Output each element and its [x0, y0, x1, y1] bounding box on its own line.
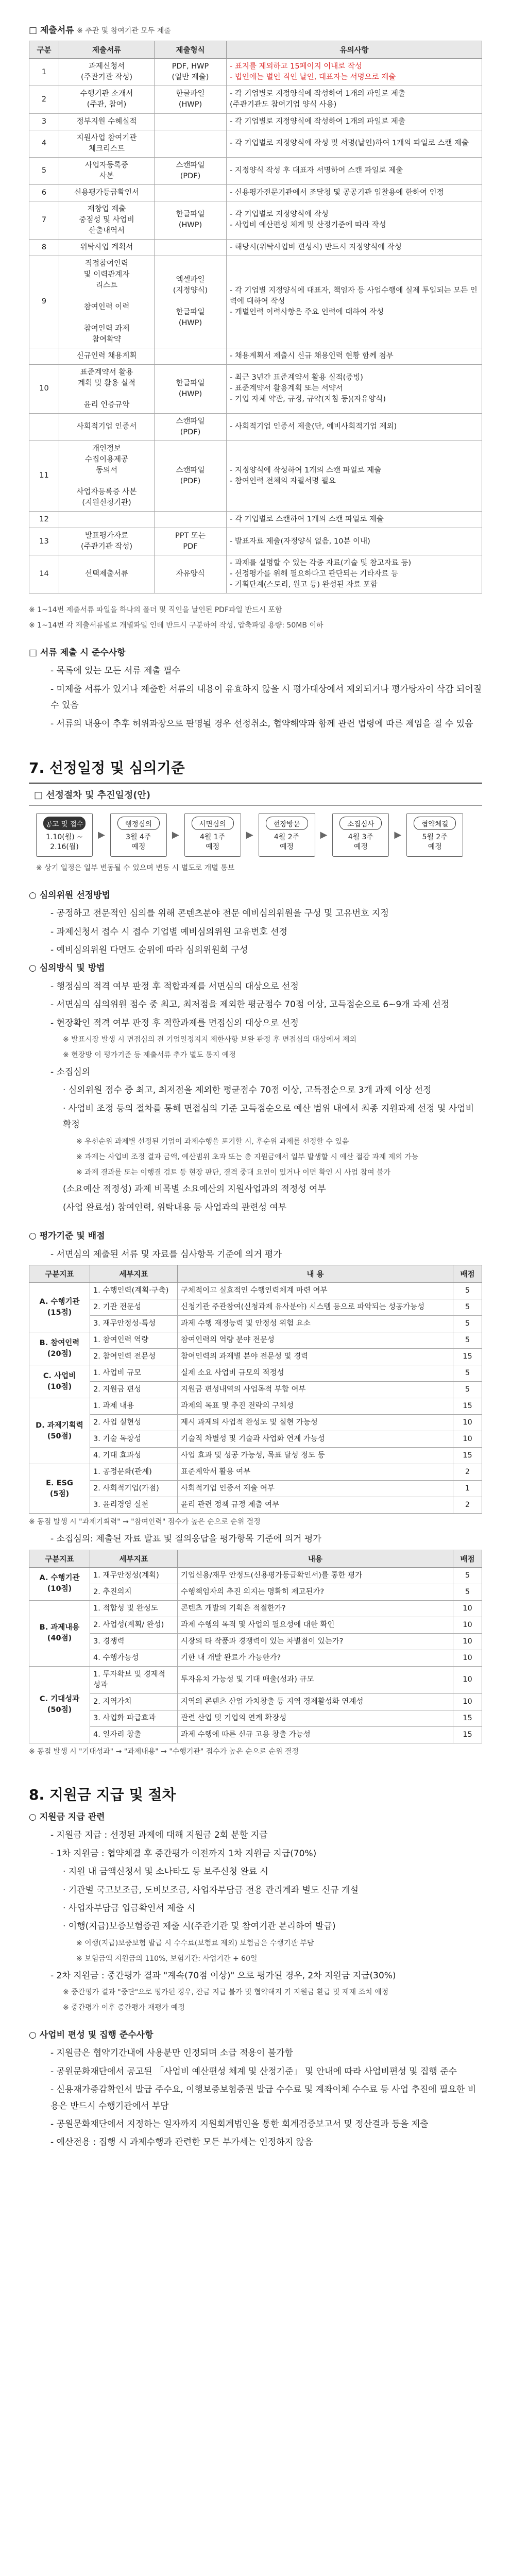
- table-row: [29, 130, 482, 157]
- submission-note: ※ 1~14번 각 제출서류별로 개별파일 인데 반드시 구분하여 작성, 압축파일 용량: 50MB 이하: [29, 621, 323, 630]
- table-row: [29, 1349, 482, 1365]
- table-row: [29, 86, 482, 113]
- cell-note: - 최근 3년간 표준계약서 활용 실적(증빙) - 표준계약서 활용계획 또는 서약서 - 기업 자체 약관, 규정, 규약(지침 등)(자유양식): [227, 364, 482, 413]
- onsite-intro: - 소집심의: 제출된 자료 발표 및 질의응답을 평가항목 기준에 의거 평가: [50, 1534, 321, 1545]
- cell-desc: 시장의 타 작품과 경쟁력이 있는 차별점이 있는가?: [178, 1633, 453, 1650]
- cell-desc: 과제 수행 재정능력 및 안정성 위험 요소: [178, 1316, 453, 1332]
- cell-desc: 과제 수행에 따른 신규 고용 창출 가능성: [178, 1726, 453, 1743]
- table-row: [29, 1710, 482, 1726]
- cell-doc: 사업자등록증 사본: [59, 157, 155, 184]
- cell-no: 3: [29, 113, 59, 130]
- schedule-banner: □ 선정절차 및 추진일정(안): [29, 783, 482, 806]
- cell-pt: 5: [453, 1283, 482, 1299]
- cell-desc: 표준계약서 활용 여부: [178, 1464, 453, 1481]
- cell-no: 9: [29, 256, 59, 348]
- cell-doc: 표준계약서 활용 계획 및 활용 실적 윤리 인증규약: [59, 364, 155, 413]
- cell-doc: [59, 511, 155, 528]
- table-row: [29, 1726, 482, 1743]
- cell-pt: 15: [453, 1726, 482, 1743]
- table-row: [29, 1600, 482, 1617]
- method-item: - 소집심의: [50, 1067, 91, 1077]
- arrow-right-icon: ▶: [172, 829, 179, 840]
- exec-item: - 공원문화재단에서 공고된 「사업비 예산편성 체계 및 산정기준」 및 안내에 따라 사업비편성 및 집행 준수: [50, 2066, 457, 2077]
- pay-item: · 기관별 국고보조금, 도비보조금, 사업자부담금 전용 관리계좌 별도 신규 개설: [63, 1885, 359, 1895]
- cell-note: - 각 기업별로 지정양식에 작성 - 사업비 예산편성 체계 및 산정기준에 따라 작성: [227, 201, 482, 239]
- method-title: ○ 심의방식 및 방법: [29, 963, 105, 974]
- col-header: 제출형식: [155, 41, 227, 59]
- flow-step: 서면심의 4월 1주 예정: [184, 813, 241, 857]
- group-label: B. 참여인력 (20점): [29, 1332, 90, 1365]
- cell-desc: 사회적기업 인증서 제출 여부: [178, 1481, 453, 1497]
- precaution-item: - 미제출 서류가 있거나 제출한 서류의 내용이 유효하지 않을 시 평가대상에서 제외되거나 평가탕자이 삭감 되어질 수 있음: [50, 684, 482, 711]
- cell-sub: 3. 윤리경영 실천: [90, 1497, 178, 1514]
- cell-desc: 참여인력의 역량 분야 전문성: [178, 1332, 453, 1349]
- cell-no: 10: [29, 364, 59, 413]
- cell-pt: 10: [453, 1666, 482, 1693]
- cell-sub: 3. 사업화 파급효과: [90, 1710, 178, 1726]
- method-note: ※ 우선순위 과제별 선정된 기업이 과제수행을 포기할 시, 후순위 과제를 선정할 수 있음: [76, 1137, 349, 1146]
- cell-fmt: 스캔파일 (PDF): [155, 157, 227, 184]
- cell-desc: 과제의 목표 및 추진 전략의 구체성: [178, 1398, 453, 1415]
- cell-desc: 사업 효과 및 성공 가능성, 목표 달성 정도 등: [178, 1448, 453, 1464]
- method-item: · 심의위원 점수 중 최고, 최저점을 제외한 평균점수 70점 이상, 고득점순으로 3개 과제 이상 선정: [63, 1085, 432, 1096]
- written-criteria-table: [29, 1265, 482, 1514]
- cell-pt: 1: [453, 1481, 482, 1497]
- cell-sub: 4. 기대 효과성: [90, 1448, 178, 1464]
- committee-item: - 공정하고 전문적인 심의를 위해 콘텐츠분야 전문 예비심의위원을 구성 및 고유번호 지정: [50, 908, 389, 919]
- cell-fmt: PPT 또는 PDF: [155, 528, 227, 555]
- arrow-right-icon: ▶: [394, 829, 402, 840]
- table-row: [29, 113, 482, 130]
- method-item: · 사업비 조정 등의 절차를 통해 면접심의 기준 고득점순으로 예산 범위 내에서 최종 지원과제 선정 및 사업비 확정: [63, 1103, 474, 1130]
- group-label: D. 과제기획력 (50점): [29, 1398, 90, 1464]
- cell-note: - 각 기업별로 지정양식에 작성하여 1개의 파일로 제출 (주관기관도 참여기업 양식 사용): [227, 86, 482, 113]
- cell-note: - 지정양식 작성 후 대표자 서명하여 스캔 파일로 제출: [227, 157, 482, 184]
- cell-sub: 3. 기술 독창성: [90, 1431, 178, 1448]
- cell-pt: 5: [453, 1332, 482, 1349]
- cell-desc: 수행책임자의 추진 의지는 명확히 제고된가?: [178, 1584, 453, 1600]
- precautions-title: □ 서류 제출 시 준수사항: [29, 647, 126, 658]
- cell-note: - 과제를 설명할 수 있는 각종 자료(기술 및 참고자료 등) - 선정평가를 위해 필요하다고 판단되는 기타자료 등 - 기획단계(스토리, 원고 등) 완성된 자료 포함: [227, 555, 482, 594]
- arrow-right-icon: ▶: [246, 829, 253, 840]
- committee-item: - 과제신청서 접수 시 접수 기업별 예비심의위원 고유번호 선정: [50, 926, 287, 937]
- cell-desc: 참여인력의 과제별 분야 전문성 및 경력: [178, 1349, 453, 1365]
- cell-pt: 5: [453, 1299, 482, 1316]
- method-note: ※ 과제 결과를 또는 이행결 검토 등 현장 판단, 결격 중대 요인이 있거나 이면 확인 시 사업 참여 불가: [76, 1168, 391, 1177]
- cell-no: 1: [29, 59, 59, 86]
- cell-doc: 과제신청서 (주관기관 작성): [59, 59, 155, 86]
- cell-fmt: 엑셀파일 (지정양식) 한글파일 (HWP): [155, 256, 227, 348]
- cell-pt: 10: [453, 1617, 482, 1633]
- precaution-item: - 목록에 있는 모든 서류 제출 필수: [50, 666, 181, 676]
- criteria-note: ※ 동점 발생 시 "과제기획력" → "참여인력" 점수가 높은 순으로 순위 결정: [29, 1518, 261, 1527]
- cell-desc: 기한 내 개발 완료가 가능한가?: [178, 1650, 453, 1666]
- cell-fmt: [155, 130, 227, 157]
- table-row: [29, 1497, 482, 1514]
- cell-no: [29, 348, 59, 364]
- table-row: [29, 1693, 482, 1710]
- table-row: [29, 413, 482, 440]
- submission-title-note: ※ 추관 및 참여기관 모두 제출: [77, 27, 171, 35]
- method-item: - 행정심의 적격 여부 판정 후 적합과제를 서면심의 대상으로 선정: [50, 981, 299, 992]
- cell-fmt: 한글파일 (HWP): [155, 364, 227, 413]
- cell-pt: 5: [453, 1584, 482, 1600]
- cell-note: - 각 기업별로 지정양식에 작성하여 1개의 파일로 제출: [227, 113, 482, 130]
- cell-doc: 신용평가등급확인서: [59, 184, 155, 201]
- table-row: [29, 59, 482, 86]
- cell-doc: 정부지원 수혜실적: [59, 113, 155, 130]
- cell-sub: 2. 사업 실현성: [90, 1415, 178, 1431]
- col-header: 배점: [453, 1550, 482, 1567]
- pay-item: · 사업자부담금 입금확인서 제출 시: [63, 1903, 195, 1913]
- table-row: [29, 256, 482, 348]
- cell-desc: 윤리 관련 정책 규정 제출 여부: [178, 1497, 453, 1514]
- table-row: [29, 1382, 482, 1398]
- cell-note: - 해당시(위탁사업비 편성시) 반드시 지정양식에 작성: [227, 239, 482, 256]
- cell-sub: 1. 재무안정성(계획): [90, 1567, 178, 1584]
- table-row: [29, 1299, 482, 1316]
- table-row: [29, 1481, 482, 1497]
- pay-note: ※ 이행(지급)보증보험 발급 시 수수료(보험료 제외) 보험금은 수행기관 부담: [76, 1939, 314, 1947]
- cell-desc: 콘텐츠 개발의 기획은 적절한가?: [178, 1600, 453, 1617]
- group-label: E. ESG (5점): [29, 1464, 90, 1514]
- section7-title: 7. 선정일정 및 심의기준: [29, 759, 185, 777]
- written-criteria-body: [29, 1283, 482, 1514]
- cell-sub: 4. 수행가능성: [90, 1650, 178, 1666]
- arrow-right-icon: ▶: [320, 829, 328, 840]
- cell-fmt: [155, 184, 227, 201]
- cell-fmt: [155, 511, 227, 528]
- cell-pt: 2: [453, 1464, 482, 1481]
- method-note: ※ 발표시장 발생 시 면접심의 전 기업일정지지 제한사항 보완 판정 후 면접심의 대상에서 제외: [63, 1036, 356, 1044]
- group-label: A. 수행기관 (10점): [29, 1567, 90, 1600]
- cell-desc: 지원금 편성내역의 사업목적 부합 여부: [178, 1382, 453, 1398]
- submission-heading: [29, 23, 482, 39]
- cell-note: - 각 기업별 지정양식에 대표자, 책임자 등 사업수행에 실제 투입되는 모든 인력에 대하여 작성 - 개별인력 이력사항은 주요 인력에 대하여 작성: [227, 256, 482, 348]
- onsite-criteria-body: [29, 1567, 482, 1743]
- method-item: - 현장확인 적격 여부 판정 후 적합과제를 면접심의 대상으로 선정: [50, 1018, 299, 1028]
- cell-desc: 실제 소요 사업비 규모의 적정성: [178, 1365, 453, 1382]
- table-row: [29, 440, 482, 511]
- criteria-title: ○ 평가기준 및 배점: [29, 1231, 105, 1242]
- col-header: 구분지표: [29, 1265, 90, 1283]
- cell-doc: 선택제출서류: [59, 555, 155, 594]
- arrow-right-icon: ▶: [98, 829, 105, 840]
- cell-sub: 2. 기관 전문성: [90, 1299, 178, 1316]
- cell-note: - 각 기업별로 지정양식에 작성 및 서명(날인)하여 1개의 파일로 스캔 제출: [227, 130, 482, 157]
- table-row: [29, 1332, 482, 1349]
- cell-sub: 2. 지역가치: [90, 1693, 178, 1710]
- col-header: 세부지표: [90, 1265, 178, 1283]
- onsite-criteria-table: [29, 1550, 482, 1743]
- cell-note: - 각 기업별로 스캔하여 1개의 스캔 파일로 제출: [227, 511, 482, 528]
- pay-note: ※ 보험금액 지원금의 110%, 보험기간: 사업기간 + 60일: [76, 1954, 258, 1963]
- submission-table-body: [29, 59, 482, 594]
- cell-pt: 10: [453, 1431, 482, 1448]
- cell-desc: 투자유치 가능성 및 기대 매출(성과) 규모: [178, 1666, 453, 1693]
- exec-item: - 지원금은 협약기간내에 사용분만 인정되며 소급 적용이 불가함: [50, 2048, 293, 2059]
- cell-doc: 재창업 제출 중점성 및 사업비 산출내역서: [59, 201, 155, 239]
- cell-desc: 기업신용/재무 안정도(신용평가등급확인서)를 통한 평가: [178, 1567, 453, 1584]
- table-row: [29, 1365, 482, 1382]
- col-header: 내용: [178, 1550, 453, 1567]
- cell-no: 13: [29, 528, 59, 555]
- cell-sub: 2. 추진의지: [90, 1584, 178, 1600]
- cell-desc: 지역의 콘텐츠 산업 가치창출 등 지역 경제활성화 연계성: [178, 1693, 453, 1710]
- cell-sub: 1. 적합성 및 완성도: [90, 1600, 178, 1617]
- table-row: [29, 201, 482, 239]
- criteria-note: ※ 동점 발생 시 "기대성과" → "과제내용" → "수행기관" 점수가 높은 순으로 순위 결정: [29, 1747, 299, 1756]
- exec-title: ○ 사업비 편성 및 집행 준수사항: [29, 2029, 154, 2040]
- cell-fmt: 한글파일 (HWP): [155, 86, 227, 113]
- table-row: [29, 1283, 482, 1299]
- cell-sub: 2. 사업성(계획/ 완성): [90, 1617, 178, 1633]
- cell-pt: 15: [453, 1398, 482, 1415]
- flow-step: 현장방문 4월 2주 예정: [259, 813, 315, 857]
- pay-item: - 지원금 지급 : 선정된 과제에 대해 지원금 2회 분할 지급: [50, 1830, 268, 1841]
- cell-desc: 관련 산업 및 기업의 연계 확장성: [178, 1710, 453, 1726]
- flow-step: 공고 및 접수 1.10(월) ~ 2.16(월): [36, 813, 93, 857]
- cell-note: - 사회적기업 인증서 제출(단, 예비사회적기업 제외): [227, 413, 482, 440]
- group-label: C. 기대성과 (50점): [29, 1666, 90, 1743]
- cell-sub: 4. 일자리 창출: [90, 1726, 178, 1743]
- col-header: 배점: [453, 1265, 482, 1283]
- cell-no: 4: [29, 130, 59, 157]
- cell-doc: 수행기관 소개서 (주관, 참여): [59, 86, 155, 113]
- cell-sub: 3. 경쟁력: [90, 1633, 178, 1650]
- col-header: 구분지표: [29, 1550, 90, 1567]
- precaution-item: - 서류의 내용이 추후 허위과장으로 판명될 경우 선정취소, 협약해약과 함께 관련 법령에 따른 제임을 질 수 있음: [50, 718, 473, 729]
- cell-doc: 신규인력 채용계획: [59, 348, 155, 364]
- flow-step: 협약체결 5월 2주 예정: [406, 813, 463, 857]
- flow-note: ※ 상기 일정은 일부 변동될 수 있으며 변동 시 별도로 개별 통보: [36, 863, 235, 872]
- criteria-intro: - 서면심의 제출된 서류 및 자료를 심사항목 기준에 의거 평가: [50, 1249, 282, 1260]
- cell-sub: 2. 참여인력 전문성: [90, 1349, 178, 1365]
- cell-note: - 발표자료 제출(자정양식 없음, 10분 이내): [227, 528, 482, 555]
- cell-pt: 10: [453, 1650, 482, 1666]
- cell-desc: 제시 과제의 사업적 완성도 및 실현 가능성: [178, 1415, 453, 1431]
- cell-doc: 위탁사업 계획서: [59, 239, 155, 256]
- cell-fmt: 한글파일 (HWP): [155, 201, 227, 239]
- table-row: [29, 1666, 482, 1693]
- table-row: [29, 348, 482, 364]
- col-header: 내 용: [178, 1265, 453, 1283]
- col-header: 유의사항: [227, 41, 482, 59]
- cell-sub: 1. 공정문화(관계): [90, 1464, 178, 1481]
- group-label: B. 과제내용 (40점): [29, 1600, 90, 1666]
- cell-doc: 사회적기업 인증서: [59, 413, 155, 440]
- cell-no: 11: [29, 440, 59, 511]
- table-row: [29, 1415, 482, 1431]
- cell-pt: 15: [453, 1710, 482, 1726]
- cell-pt: 5: [453, 1382, 482, 1398]
- table-row: [29, 1431, 482, 1448]
- pay-item: · 이행(지급)보증보험증권 제출 시(주관기관 및 참여기관 분리하여 발급): [63, 1921, 336, 1932]
- cell-desc: 구체적이고 실효적인 수행인력체계 마련 여부: [178, 1283, 453, 1299]
- cell-pt: 10: [453, 1633, 482, 1650]
- pay-note: ※ 중간평가 이후 증간평가 재평가 예정: [63, 2003, 185, 2012]
- table-row: [29, 184, 482, 201]
- table-row: [29, 1633, 482, 1650]
- cell-sub: 2. 지원금 편성: [90, 1382, 178, 1398]
- submission-table: [29, 41, 482, 594]
- cell-pt: 5: [453, 1316, 482, 1332]
- cell-doc: 개인정보 수집이용제공 동의서 사업자등록증 사본 (지원신청기관): [59, 440, 155, 511]
- table-row: [29, 1650, 482, 1666]
- pay-item: - 1차 지원금 : 협약체결 후 증간평가 이전까지 1차 지원금 지급(70%): [50, 1848, 317, 1859]
- pay-note: ※ 중간평가 결과 "중단"으로 평가된 경우, 잔금 지급 불가 및 협약해지 기 지원금 환급 및 제재 조치 예정: [63, 1988, 389, 1997]
- group-label: C. 사업비 (10점): [29, 1365, 90, 1398]
- cell-fmt: 스캔파일 (PDF): [155, 440, 227, 511]
- schedule-flow: [36, 813, 482, 857]
- cell-fmt: [155, 348, 227, 364]
- method-note: ※ 과제는 사업비 조정 결과 금액, 예산범위 초과 또는 총 지원금에서 일부 발생할 시 예산 절감 과제 제외 가능: [76, 1153, 419, 1161]
- exec-item: - 예산전용 : 집행 시 과제수행과 관련한 모든 부가세는 인정하지 않음: [50, 2137, 313, 2148]
- method-note: ※ 현장방 이 평가기준 등 제출서류 추가 별도 통지 예정: [63, 1051, 236, 1060]
- pay-item: · 지원 내 금액신청서 및 소나타도 등 보주신청 완료 시: [63, 1867, 268, 1877]
- cell-pt: 10: [453, 1600, 482, 1617]
- table-row: [29, 1316, 482, 1332]
- cell-note: - 채용계획서 제출시 신규 채용인력 현황 함께 첨부: [227, 348, 482, 364]
- exec-item: - 신용재가증감확인서 발급 주수요, 이행보증보험증권 발급 수수료 및 계좌이체 수수료 등 사업 추진에 필요한 비용은 반드시 수행기관에서 부담: [50, 2084, 476, 2111]
- method-item: - 서면심의 심의위원 점수 중 최고, 최저점을 제외한 평균점수 70점 이상, 고득점순으로 6~9개 과제 선정: [50, 999, 450, 1010]
- cell-no: 7: [29, 201, 59, 239]
- table-row: [29, 239, 482, 256]
- cell-note: - 신용평가전문기관에서 조달청 및 공공기관 입찰용에 한하여 인정: [227, 184, 482, 201]
- cell-sub: 1. 수행인력(계획·구축): [90, 1283, 178, 1299]
- col-header: 구분: [29, 41, 59, 59]
- cell-pt: 5: [453, 1567, 482, 1584]
- cell-no: 5: [29, 157, 59, 184]
- table-row: [29, 1448, 482, 1464]
- cell-pt: 10: [453, 1693, 482, 1710]
- cell-fmt: 자유양식: [155, 555, 227, 594]
- table-row: [29, 1617, 482, 1633]
- committee-item: - 예비심의위원 다면도 순위에 따라 심의위원회 구성: [50, 945, 248, 956]
- cell-sub: 1. 투자확보 및 경제적 성과: [90, 1666, 178, 1693]
- cell-pt: 5: [453, 1365, 482, 1382]
- col-header: 제출서류: [59, 41, 155, 59]
- col-header: 세부지표: [90, 1550, 178, 1567]
- cell-desc: 신청기관 주관참여(신청과제 유사분야) 시스템 등으로 파악되는 성공가능성: [178, 1299, 453, 1316]
- table-row: [29, 1584, 482, 1600]
- cell-sub: 2. 사회적기업(가점): [90, 1481, 178, 1497]
- table-row: [29, 555, 482, 594]
- cell-pt: 15: [453, 1448, 482, 1464]
- pay-title: ○ 지원금 지급 관련: [29, 1811, 105, 1822]
- cell-no: [29, 413, 59, 440]
- cell-no: 2: [29, 86, 59, 113]
- cell-pt: 10: [453, 1415, 482, 1431]
- cell-no: 14: [29, 555, 59, 594]
- section8-title: 8. 지원금 지급 및 절차: [29, 1786, 176, 1803]
- cell-doc: 지원사업 참여기관 체크리스트: [59, 130, 155, 157]
- group-label: A. 수행기관 (15점): [29, 1283, 90, 1332]
- cell-sub: 1. 사업비 규모: [90, 1365, 178, 1382]
- cell-sub: 1. 참여인력 역량: [90, 1332, 178, 1349]
- cell-fmt: 스캔파일 (PDF): [155, 413, 227, 440]
- table-row: [29, 1464, 482, 1481]
- cell-sub: 3. 재무안정성·특성: [90, 1316, 178, 1332]
- cell-doc: 발표평가자료 (주관기관 작성): [59, 528, 155, 555]
- table-row: [29, 1398, 482, 1415]
- cell-no: 12: [29, 511, 59, 528]
- cell-note: - 표지를 제외하고 15페이지 이내로 작성 - 법인에는 별인 직인 날인, 대표자는 서명으로 제출: [227, 59, 482, 86]
- pay-item: - 2차 지원금 : 중간평가 결과 "계속(70점 이상)" 으로 평가된 경우, 2차 지원금 지급(30%): [50, 1970, 396, 1981]
- flow-step: 소집심사 4월 3주 예정: [332, 813, 389, 857]
- cell-sub: 1. 과제 내용: [90, 1398, 178, 1415]
- table-row: [29, 157, 482, 184]
- cell-desc: 과제 수행의 목적 및 사업의 필요성에 대한 확인: [178, 1617, 453, 1633]
- method-item: (소요예산 적정성) 과제 비목별 소요예산의 지원사업과의 적정성 여부: [63, 1184, 326, 1195]
- exec-item: - 공원문화재단에서 지정하는 일자까지 지원회계법인을 통한 회계검증보고서 및 정산결과 등을 제출: [50, 2119, 429, 2130]
- table-row: [29, 364, 482, 413]
- submission-title: □ 제출서류: [29, 25, 74, 36]
- table-row: [29, 511, 482, 528]
- flow-step: 행정심의 3월 4주 예정: [110, 813, 167, 857]
- cell-no: 6: [29, 184, 59, 201]
- cell-fmt: PDF, HWP (일반 제출): [155, 59, 227, 86]
- cell-pt: 2: [453, 1497, 482, 1514]
- cell-pt: 15: [453, 1349, 482, 1365]
- submission-note: ※ 1~14번 제출서류 파일을 하나의 폴더 및 직인을 날인된 PDF파일 반드시 포함: [29, 606, 282, 615]
- cell-note: - 지정양식에 작성하여 1개의 스캔 파일로 제출 - 참여인력 전체의 자필서명 필요: [227, 440, 482, 511]
- table-row: [29, 1567, 482, 1584]
- method-item: (사업 완료성) 참여인력, 위탁내용 등 사업과의 관련성 여부: [63, 1202, 287, 1213]
- cell-desc: 기술적 차별성 및 기술과 사업화 연계 가능성: [178, 1431, 453, 1448]
- cell-doc: 직접참여인력 및 이력관계자 리스트 참여인력 이력 참여인력 과제 참여확약: [59, 256, 155, 348]
- cell-fmt: [155, 113, 227, 130]
- cell-fmt: [155, 239, 227, 256]
- committee-title: ○ 심의위원 선정방법: [29, 890, 111, 901]
- table-row: [29, 528, 482, 555]
- cell-no: 8: [29, 239, 59, 256]
